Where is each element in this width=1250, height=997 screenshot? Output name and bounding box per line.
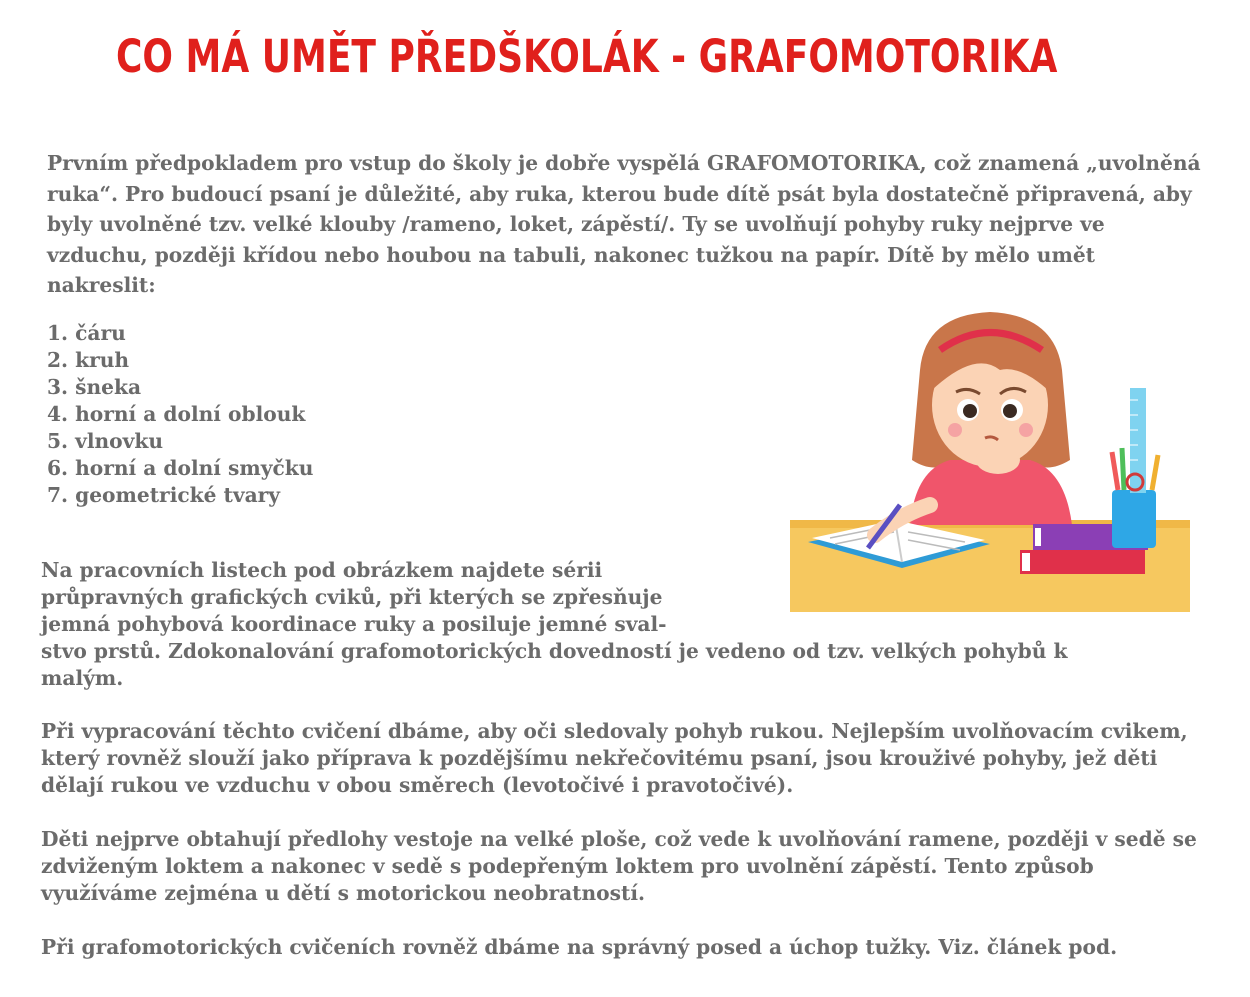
list-item: 1. čáru: [47, 321, 126, 345]
list-item: 6. horní a dolní smyčku: [47, 456, 314, 480]
intro-paragraph: Prvním předpokladem pro vstup do školy je dobře vyspělá GRAFOMOTORIKA, což znamená „uvolněná ruka“. Pro budoucí psaní je důležité, aby ruka, kterou bude dítě psát byla dostatečně připravená, aby byly uvolněné tzv. velké klouby /rameno, loket, zápěstí/. Ty se uvolňují pohyby ruky nejprve ve vzduchu, později křídou nebo houbou na tabuli, nakonec tužkou na papír. Dítě by mělo umět nakreslit:: [47, 151, 1201, 297]
paragraph-line: průpravných grafických cviků, při kterých se zpřesňuje: [41, 585, 663, 609]
list-item: 7. geometrické tvary: [47, 483, 281, 507]
paragraph-line: malým.: [41, 666, 124, 690]
posture-paragraph: Při grafomotorických cvičeních rovněž dbáme na správný posed a úchop tužky. Viz. článek pod.: [41, 935, 1118, 959]
list-item: 3. šneka: [47, 375, 142, 399]
tracing-paragraph: Děti nejprve obtahují předlohy vestoje na velké ploše, což vede k uvolňování ramene, později v sedě se zdviženým loktem a nakonec v sedě s podepřeným loktem pro uvolnění zápěstí. Tento způsob využíváme zejména u dětí s motorickou neobratností.: [41, 827, 1197, 905]
list-item: 4. horní a dolní oblouk: [47, 402, 306, 426]
paragraph-line: stvo prstů. Zdokonalování grafomotorických dovedností je vedeno od tzv. velkých pohybů k: [41, 639, 1068, 663]
worksheets-paragraph: [41, 557, 1161, 692]
list-item: 5. vlnovku: [47, 429, 164, 453]
page-title: CO MÁ UMĚT PŘEDŠKOLÁK - GRAFOMOTORIKA: [116, 30, 1058, 83]
list-item: 2. kruh: [47, 348, 130, 372]
paragraph-line: Na pracovních listech pod obrázkem najdete sérii: [41, 558, 603, 582]
drawing-steps-list: [47, 320, 313, 509]
eye-tracking-paragraph: Při vypracování těchto cvičení dbáme, aby oči sledovaly pohyb rukou. Nejlepším uvolňovacím cvikem, který rovněž slouží jako příprava k pozdějšímu nekřečovitému psaní, jsou krouživé pohyby, jež děti dělají rukou ve vzduchu v obou směrech (levotočivé i pravotočivé).: [41, 719, 1188, 797]
paragraph-line: jemná pohybová koordinace ruky a posiluje jemné sval-: [41, 612, 667, 636]
